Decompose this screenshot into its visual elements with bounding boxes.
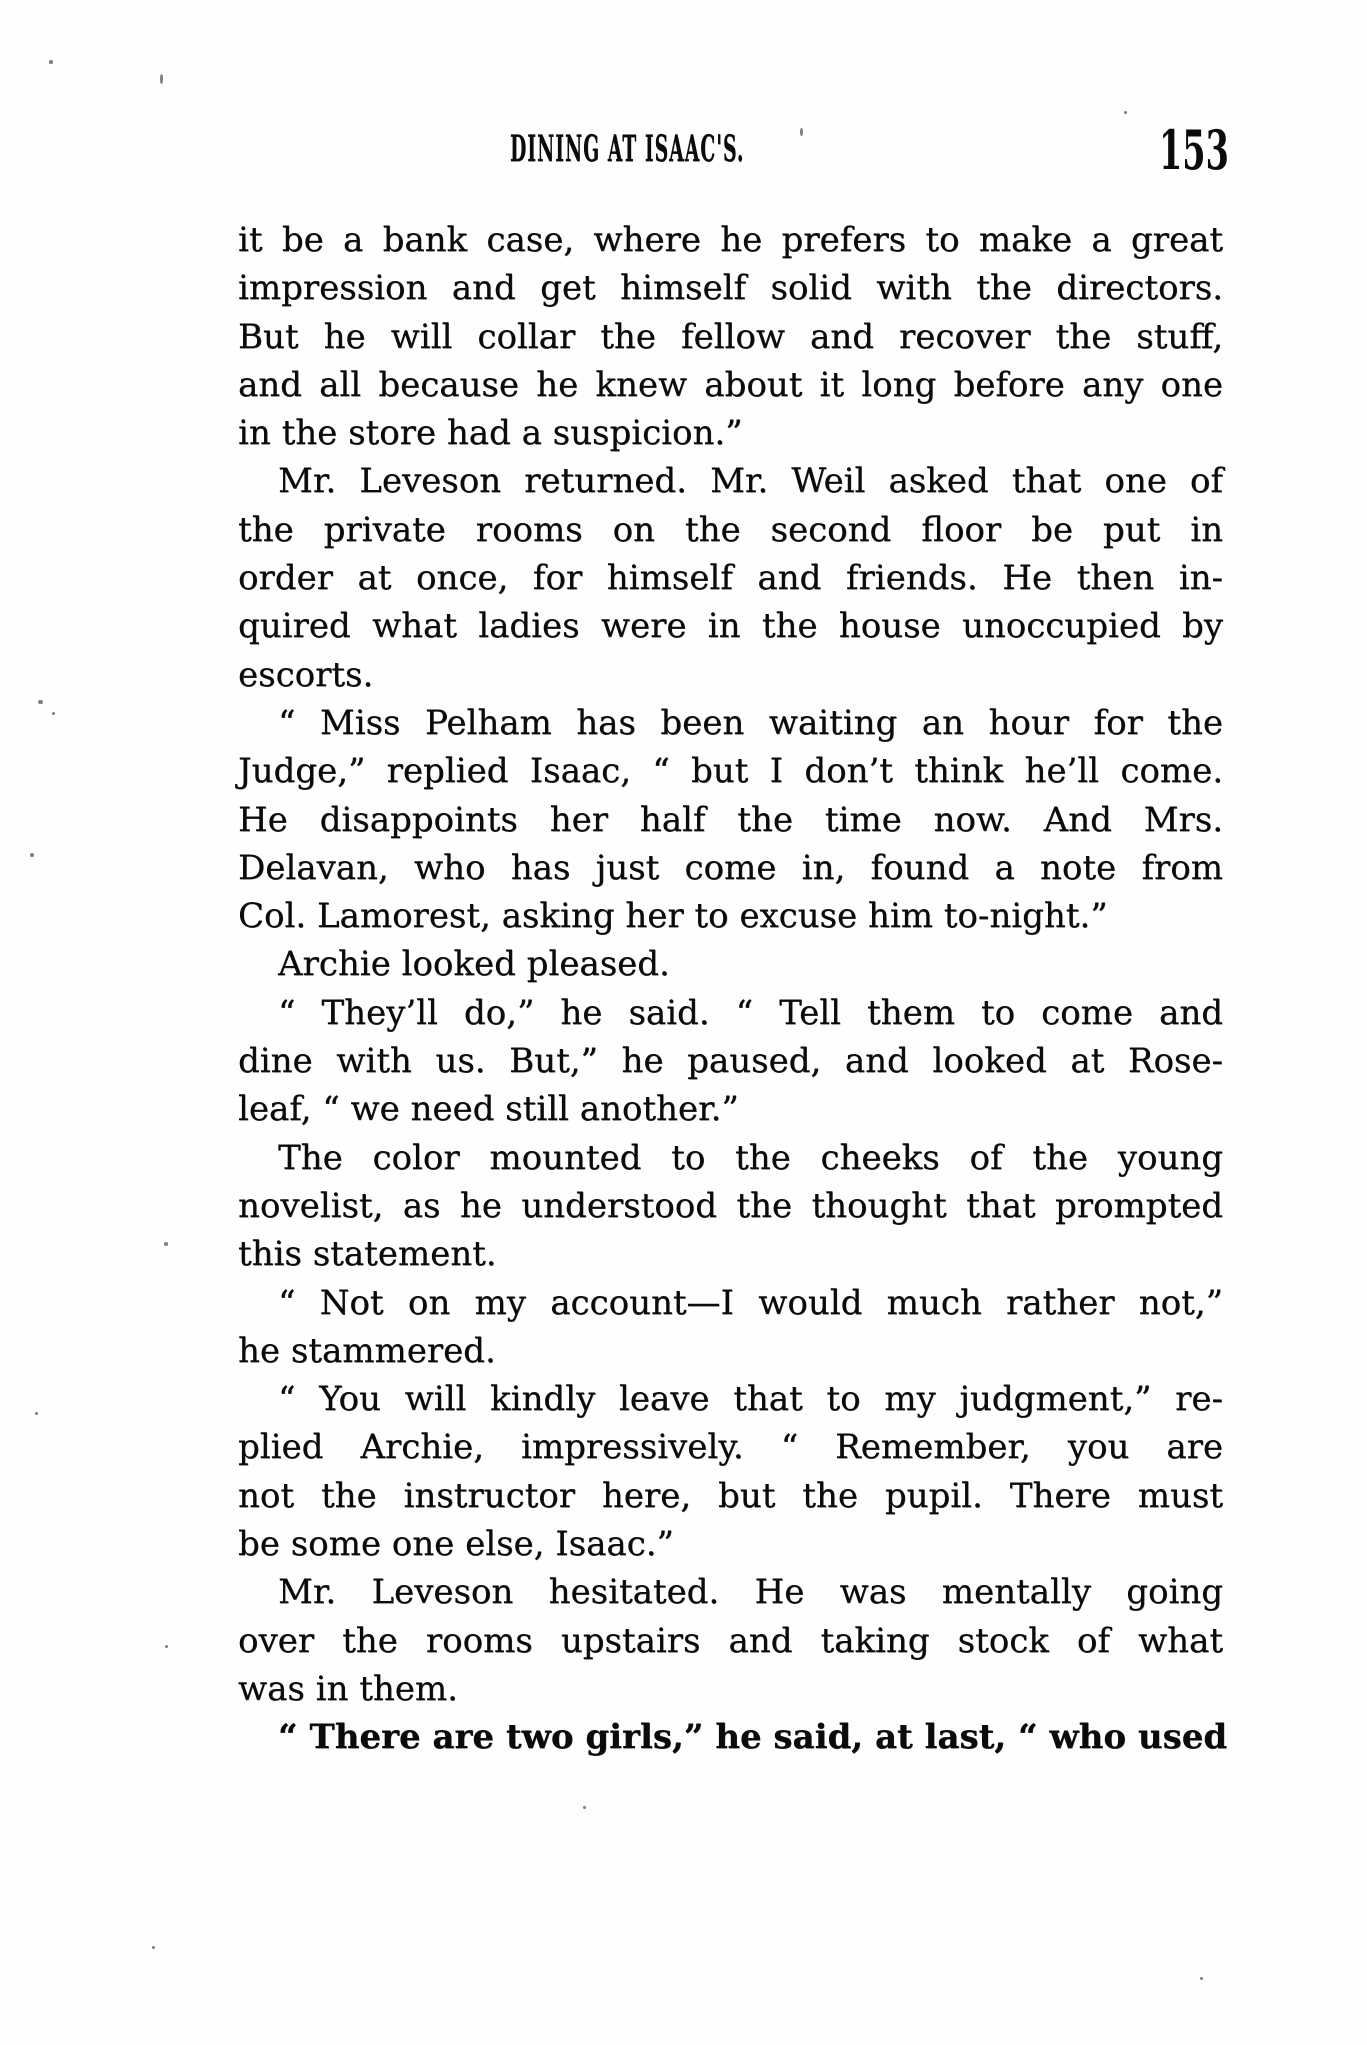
text-line: Col. Lamorest, asking her to excuse him to-night.” xyxy=(238,896,1108,937)
text-line: escorts. xyxy=(238,654,374,695)
text-line: order at once, for himself and friends. He then in- xyxy=(238,558,1223,599)
text-line: not the instructor here, but the pupil. There must xyxy=(238,1475,1223,1516)
text-line: “ You will kindly leave that to my judgment,” re- xyxy=(278,1379,1223,1420)
text-line: Mr. Leveson hesitated. He was mentally going xyxy=(278,1572,1223,1613)
text-line: dine with us. But,” he paused, and looked at Rose- xyxy=(238,1041,1223,1082)
text-line: impression and get himself solid with the directors. xyxy=(238,268,1223,309)
text-line: novelist, as he understood the thought that prompted xyxy=(238,1185,1223,1226)
scan-speck xyxy=(30,853,34,857)
scan-speck xyxy=(49,60,53,64)
text-line: Delavan, who has just come in, found a note from xyxy=(238,847,1223,888)
text-line: this statement. xyxy=(238,1234,497,1275)
scan-speck xyxy=(800,128,803,136)
scan-speck xyxy=(165,1645,168,1648)
text-line: was in them. xyxy=(238,1668,458,1709)
scan-speck xyxy=(1124,111,1127,114)
text-line: over the rooms upstairs and taking stock of what xyxy=(238,1620,1223,1661)
text-line: and all because he knew about it long before any one xyxy=(238,364,1223,405)
page-number: 153 xyxy=(1159,118,1229,182)
text-line: “ Miss Pelham has been waiting an hour for the xyxy=(278,702,1223,743)
text-line: plied Archie, impressively. “ Remember, you are xyxy=(238,1427,1223,1468)
text-line: He disappoints her half the time now. And Mrs. xyxy=(238,799,1223,840)
text-line: “ They’ll do,” he said. “ Tell them to come and xyxy=(278,992,1223,1033)
text-line: quired what ladies were in the house unoccupied by xyxy=(238,606,1223,647)
text-line: “ Not on my account—I would much rather not,” xyxy=(278,1282,1223,1323)
scan-speck xyxy=(152,1946,155,1949)
scan-speck xyxy=(52,712,55,715)
text-line: Judge,” replied Isaac, “ but I don’t think he’ll come. xyxy=(238,751,1223,792)
scan-speck xyxy=(583,1806,586,1809)
text-line: “ There are two girls,” he said, at last, “ who used xyxy=(278,1717,1228,1758)
scan-speck xyxy=(164,1242,168,1246)
chapter-title: DINING AT ISAAC'S. xyxy=(510,128,745,170)
scan-speck xyxy=(38,700,43,704)
text-line: But he will collar the fellow and recover the stuff, xyxy=(238,316,1223,357)
text-line: it be a bank case, where he prefers to make a great xyxy=(238,220,1223,260)
scan-speck xyxy=(1200,1977,1203,1980)
text-line: leaf, “ we need still another.” xyxy=(238,1089,739,1130)
text-line: be some one else, Isaac.” xyxy=(238,1524,674,1565)
text-line: Archie looked pleased. xyxy=(278,944,670,985)
text-line: he stammered. xyxy=(238,1330,496,1371)
text-line: The color mounted to the cheeks of the young xyxy=(278,1137,1223,1178)
text-line: in the store had a suspicion.” xyxy=(238,413,743,454)
scan-speck xyxy=(160,74,163,84)
text-line: Mr. Leveson returned. Mr. Weil asked that one of xyxy=(278,461,1223,502)
scan-speck xyxy=(35,1412,38,1415)
text-line: the private rooms on the second floor be put in xyxy=(238,509,1223,550)
text-block xyxy=(238,216,1228,1762)
